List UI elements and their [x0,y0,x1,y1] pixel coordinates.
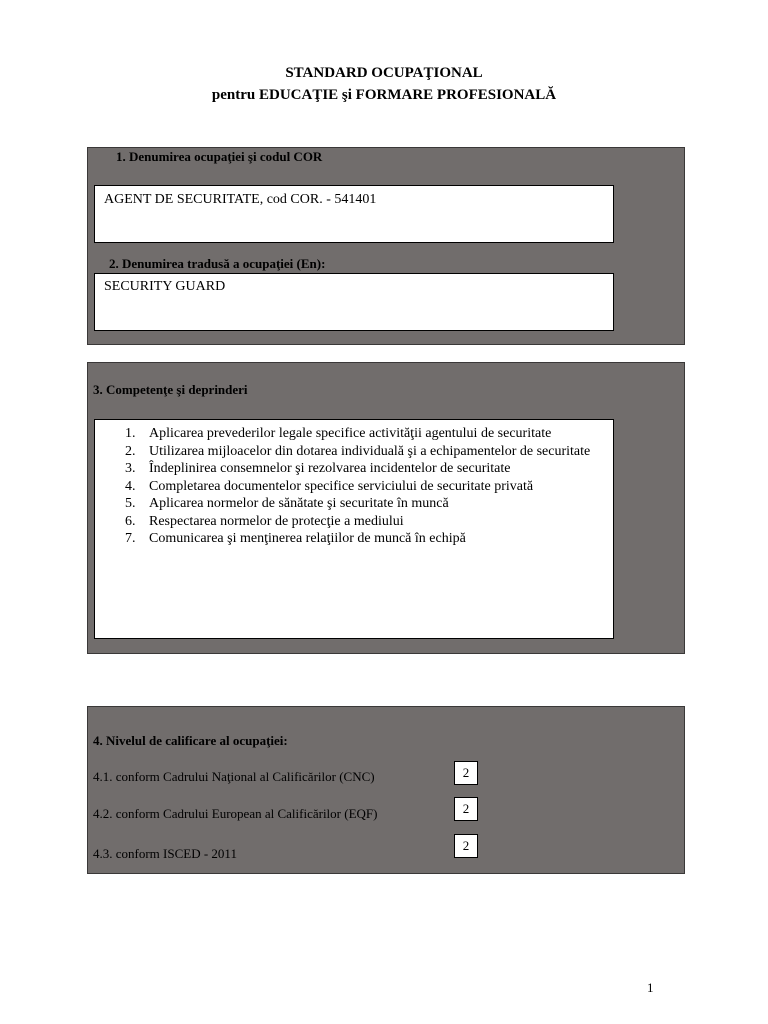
list-item: 7. Comunicarea şi menţinerea relaţiilor de muncă în echipă [125,531,466,546]
competences-box [94,419,614,639]
list-item: 5. Aplicarea normelor de sănătate şi securitate în muncă [125,496,449,511]
qualification-level-panel [87,706,685,874]
cnc-level-label: 4.1. conform Cadrului Naţional al Calificărilor (CNC) [93,769,375,784]
translated-name-box [94,273,614,331]
isced-level-value: 2 [454,834,478,858]
document-subtitle: pentru EDUCAŢIE şi FORMARE PROFESIONALĂ [211,87,557,103]
section4-heading: 4. Nivelul de calificare al ocupaţiei: [93,733,288,748]
occupation-name-box [94,185,614,243]
list-item: 6. Respectarea normelor de protecţie a mediului [125,513,404,529]
competences-panel [87,362,685,654]
occupation-name-panel [87,147,685,345]
list-item: 3. Îndeplinirea consemnelor şi rezolvarea incidentelor de securitate [125,461,511,476]
translated-name-value: SECURITY GUARD [104,279,226,294]
section1-heading: 1. Denumirea ocupaţiei şi codul COR [116,149,323,164]
list-item: 1. Aplicarea prevederilor legale specifice activităţii agentului de securitate [125,426,552,441]
eqf-level-label: 4.2. conform Cadrului European al Calificărilor (EQF) [93,806,378,821]
document-title: STANDARD OCUPAŢIONAL [285,65,483,81]
isced-level-label: 4.3. conform ISCED - 2011 [93,846,237,861]
page-number: 1 [647,980,654,995]
eqf-level-value: 2 [454,797,478,821]
competences-list [105,425,600,548]
occupation-name-value: AGENT DE SECURITATE, cod COR. - 541401 [104,192,377,207]
section3-heading: 3. Competenţe şi deprinderi [93,382,248,397]
section2-heading: 2. Denumirea tradusă a ocupaţiei (En): [109,256,326,271]
list-item: 4. Completarea documentelor specifice serviciului de securitate privată [125,478,534,494]
list-item: 2. Utilizarea mijloacelor din dotarea individuală şi a echipamentelor de securitate [125,443,591,459]
cnc-level-value: 2 [454,761,478,785]
